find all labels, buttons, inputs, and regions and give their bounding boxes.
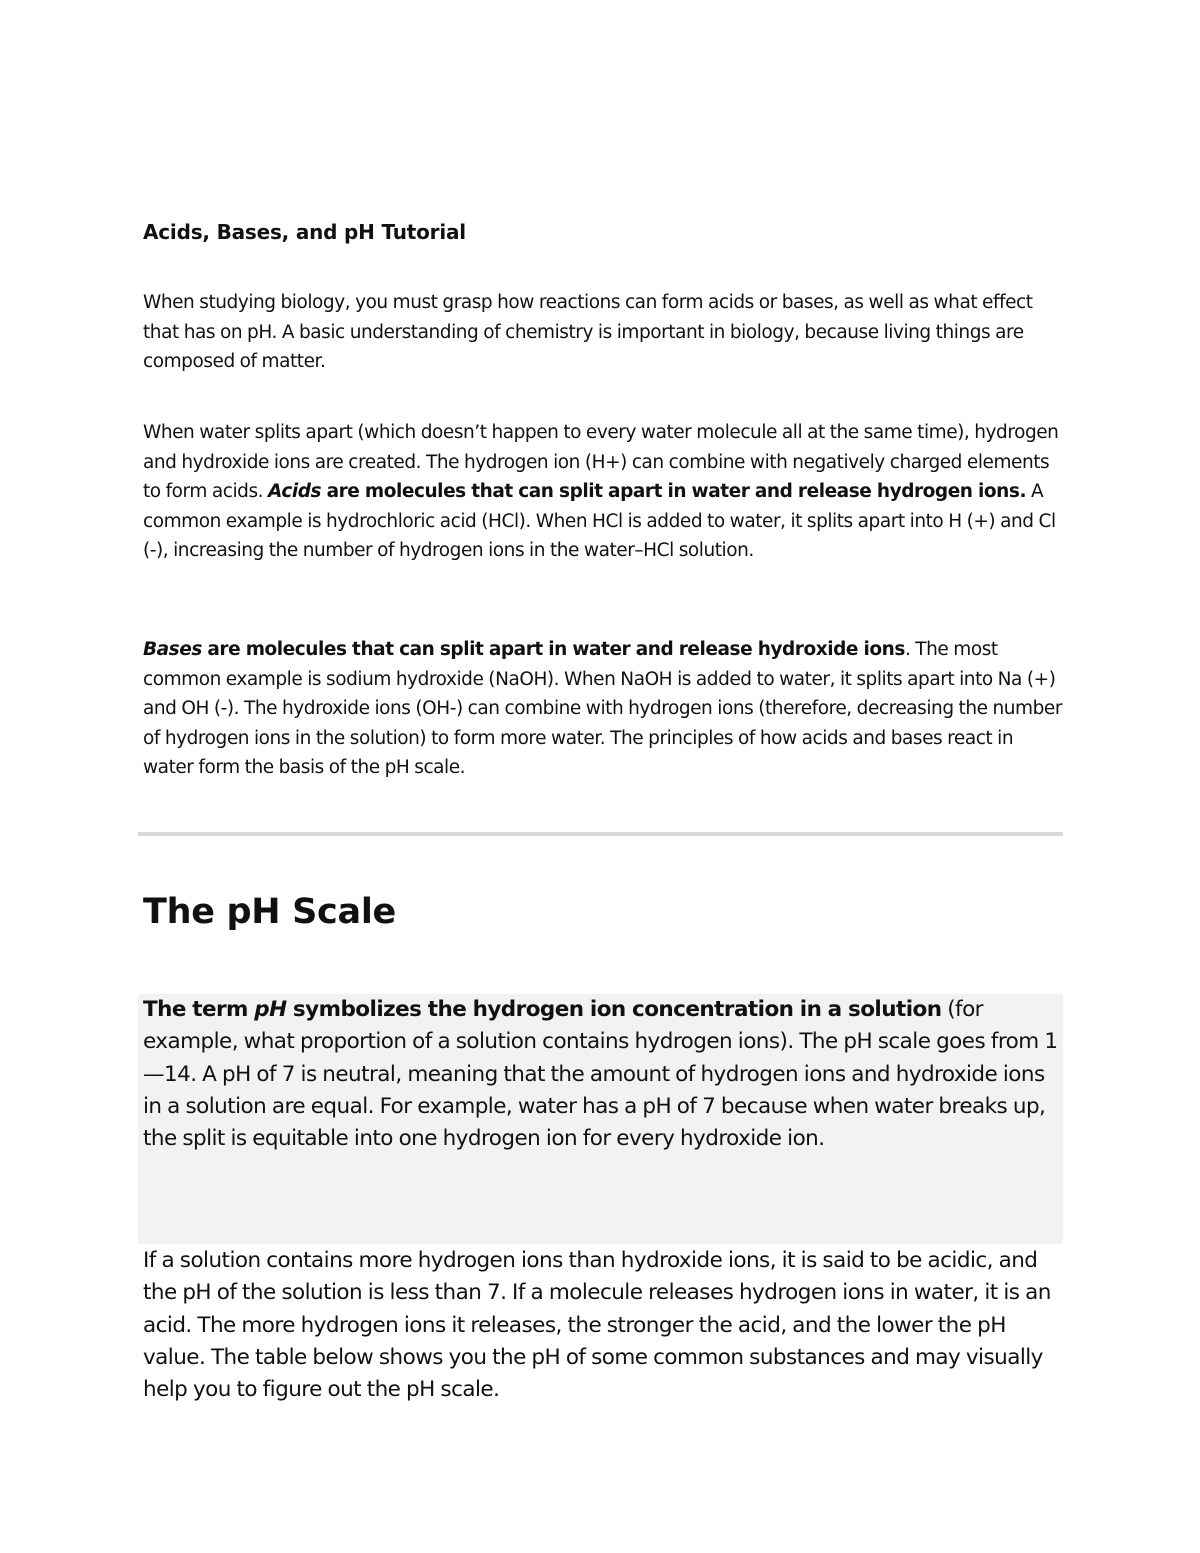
- intro-paragraph: When studying biology, you must grasp how reactions can form acids or bases, as well as what effect that has on pH. A basic understanding of chemistry is important in biology, because living things are composed of matter.: [143, 292, 1033, 372]
- acidic-paragraph: If a solution contains more hydrogen ions than hydroxide ions, it is said to be acidic, and the pH of the solution is less than 7. If a molecule releases hydrogen ions in water, it is an acid. The more hydrogen ions it releases, the stronger the acid, and the lower the pH value. The table below shows you the pH of some common substances and may visually help you to figure out the pH scale.: [143, 1248, 1051, 1403]
- section-title: The pH Scale: [143, 892, 396, 932]
- ph-rest-text: (for example, what proportion of a solution contains hydrogen ions). The pH scale goes from 1—14. A pH of 7 is neutral, meaning that the amount of hydrogen ions and hydroxide ions in a solution are equal. For example, water has a pH of 7 because when water breaks up, the split is equitable into one hydrogen ion for every hydroxide ion.: [143, 997, 1058, 1152]
- section-divider: [138, 832, 1063, 836]
- ph-definition-paragraph: [143, 994, 1063, 1155]
- bases-term: Bases: [143, 639, 202, 660]
- acids-definition: are molecules that can split apart in water and release hydrogen ions.: [321, 481, 1027, 502]
- acids-term: Acids: [268, 481, 322, 502]
- ph-term: pH: [254, 997, 287, 1022]
- acids-paragraph: [143, 418, 1063, 566]
- document-title: Acids, Bases, and pH Tutorial: [143, 220, 466, 244]
- bases-paragraph: [143, 635, 1063, 783]
- bases-rest-text: . The most common example is sodium hydroxide (NaOH). When NaOH is added to water, it splits apart into Na (+) and OH (-). The hydroxide ions (OH-) can combine with hydrogen ions (therefore, decreasing the number of hydrogen ions in the solution) to form more water. The principles of how acids and bases react in water form the basis of the pH scale.: [143, 639, 1062, 778]
- acids-lead-text: When water splits apart (which doesn’t happen to every water molecule all at the same time), hydrogen and hydroxide ions are created. The hydrogen ion (H+) can combine with negatively charged elements to form acids.: [143, 422, 1059, 502]
- acids-rest-text: A common example is hydrochloric acid (HCl). When HCl is added to water, it splits apart into H (+) and Cl (-), increasing the number of hydrogen ions in the water–HCl solution.: [143, 481, 1056, 561]
- ph-bold-rest: symbolizes the hydrogen ion concentration in a solution: [286, 997, 942, 1022]
- ph-bold-lead: The term: [143, 997, 255, 1022]
- bases-definition: are molecules that can split apart in water and release hydroxide ions: [201, 639, 905, 660]
